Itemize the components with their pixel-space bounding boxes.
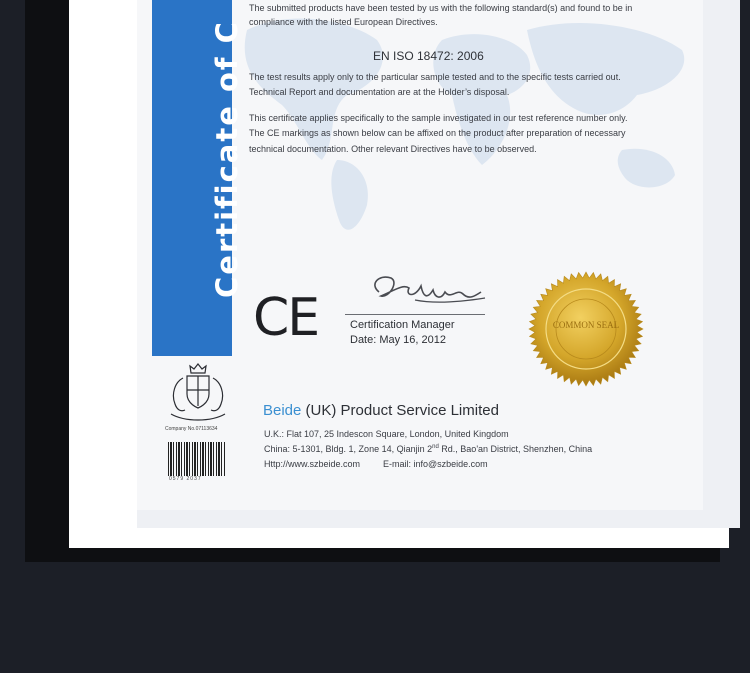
barcode-number: 0579 2037 (169, 476, 202, 482)
issuer-company-name (263, 402, 499, 419)
certificate-paper (137, 0, 740, 528)
barcode (168, 442, 226, 476)
company-number: Company No.07113634 (165, 426, 218, 432)
gold-seal (527, 270, 645, 388)
intro-text-line-1: The submitted products have been tested by us with the following standard(s) and found to be in (249, 3, 633, 13)
certificate-title: Certificate of C (210, 20, 244, 298)
applies-text-line-3: technical documentation. Other relevant Directives have to be observed. (249, 144, 537, 154)
manager-signature (365, 270, 495, 314)
picture-frame (25, 0, 720, 562)
china-address (264, 444, 592, 454)
china-address-ordinal: nd (432, 444, 439, 450)
results-text-line-1: The test results apply only to the particular sample tested and to the specific tests carried out. (249, 72, 621, 82)
website: Http://www.szbeide.com (264, 459, 361, 469)
intro-text-line-2: compliance with the listed European Directives. (249, 17, 438, 27)
certificate-title-band (152, 0, 244, 356)
applies-text-line-2: The CE markings as shown below can be affixed on the product after preparation of necessary (249, 128, 626, 138)
china-address-part-2: Rd., Bao'an District, Shenzhen, China (438, 444, 593, 454)
email: E-mail: info@szbeide.com (383, 459, 488, 469)
applies-text-line-1: This certificate applies specifically to the sample investigated in our test reference number only. (249, 113, 628, 123)
ce-mark: CE (253, 288, 319, 348)
seal-text: COMMON SEAL (552, 320, 620, 330)
frame-mat (69, 0, 729, 548)
issue-date: Date: May 16, 2012 (350, 334, 447, 346)
royal-crest-icon (163, 362, 233, 426)
signature-line (345, 314, 485, 315)
signer-title: Certification Manager (350, 319, 455, 331)
uk-address: U.K.: Flat 107, 25 Indescon Square, London, United Kingdom (264, 429, 509, 439)
china-address-part-1: China: 5-1301, Bldg. 1, Zone 14, Qianjin 2 (264, 444, 433, 454)
results-text-line-2: Technical Report and documentation are at the Holder’s disposal. (249, 87, 510, 97)
standard-reference: EN ISO 18472: 2006 (373, 49, 484, 63)
company-brand: Beide (263, 402, 302, 419)
manager-block (350, 318, 455, 348)
company-name-rest: (UK) Product Service Limited (301, 402, 499, 419)
certificate-document (137, 0, 703, 510)
